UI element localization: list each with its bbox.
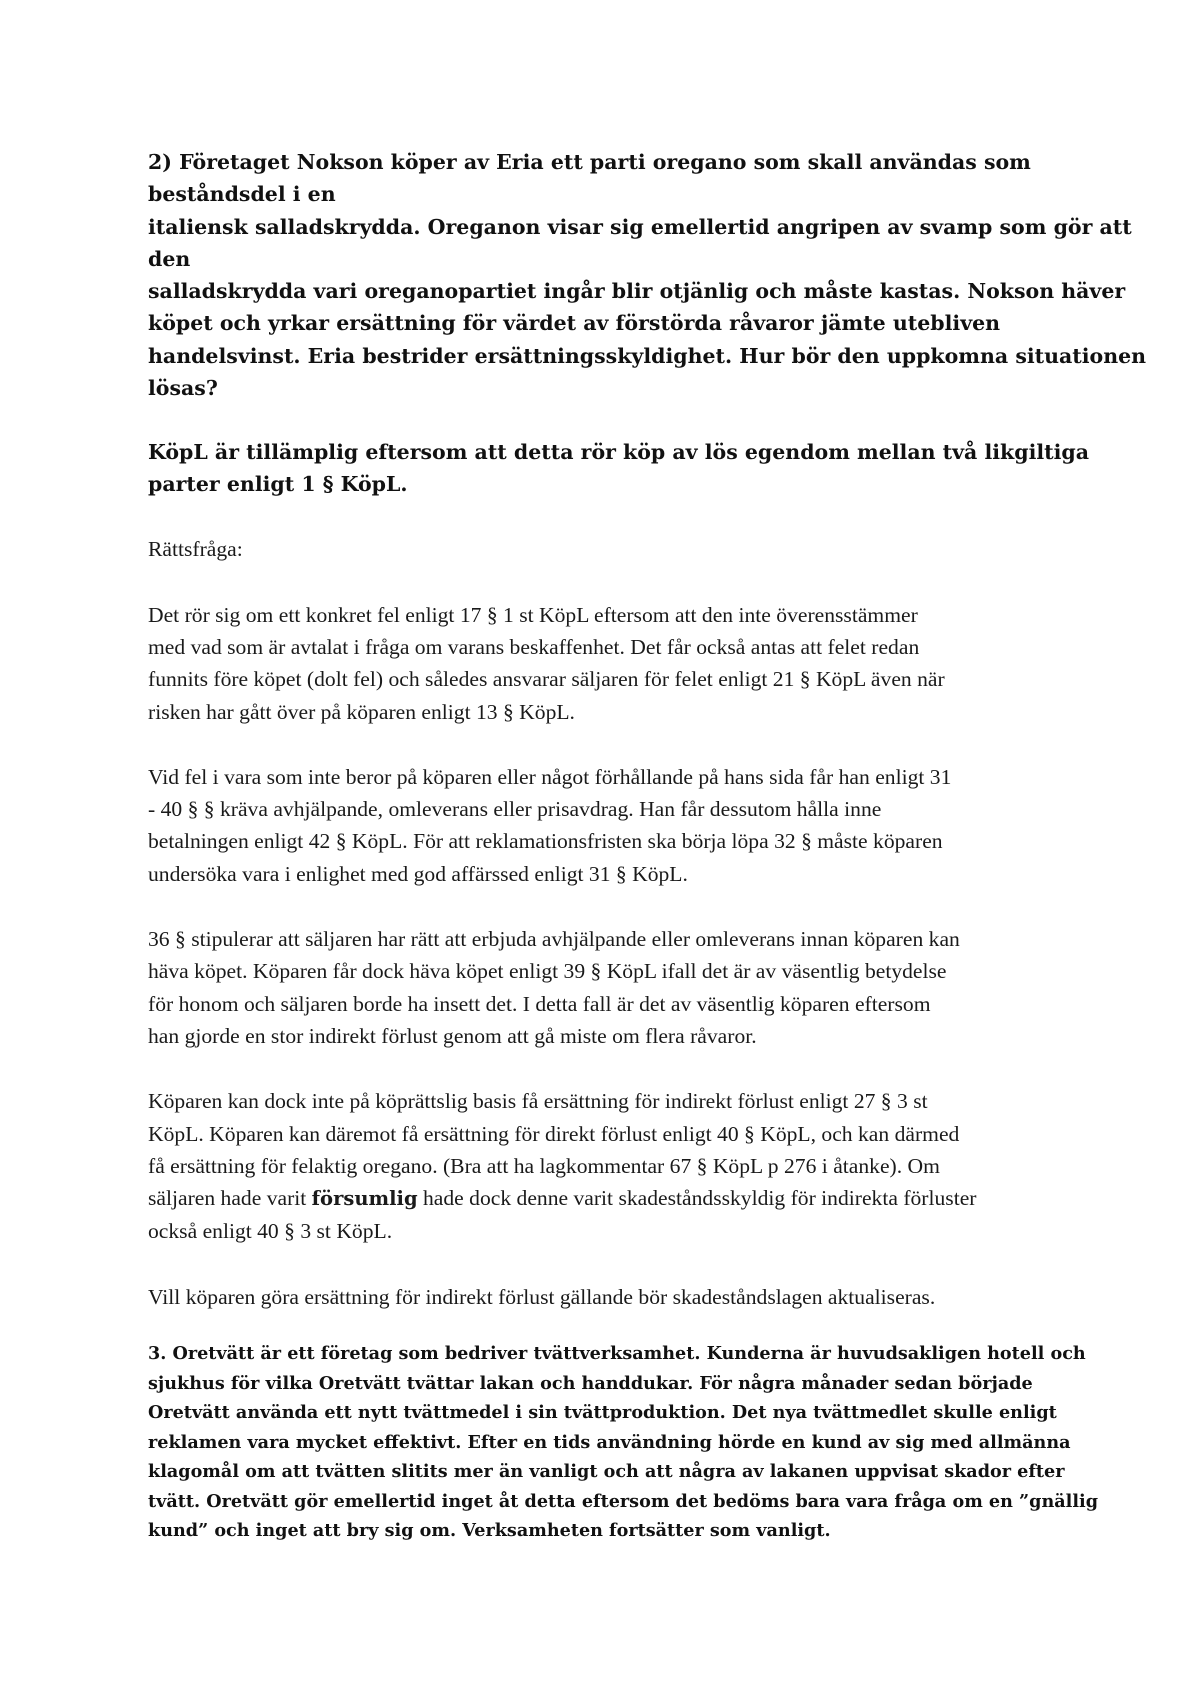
question-2 [148, 146, 1147, 404]
question-3-line: reklamen vara mycket effektivt. Efter en tids användning hörde en kund av sig med allmänna [148, 1431, 1071, 1453]
paragraph-line: Köparen kan dock inte på köprättslig basis få ersättning för indirekt förlust enligt 27 § 3 st [148, 1089, 928, 1114]
paragraph-conclusion [148, 1281, 1068, 1313]
question-3-line: kund” och inget att bry sig om. Verksamheten fortsätter som vanligt. [148, 1520, 831, 1542]
applicability-line: KöpL är tillämplig eftersom att detta rör köp av lös egendom mellan två likgiltiga [148, 440, 1090, 465]
question-3-line: tvätt. Oretvätt gör emellertid inget åt detta eftersom det bedöms bara vara fråga om en ”gnällig [148, 1490, 1099, 1512]
emphasized-word: försumlig [311, 1187, 418, 1211]
paragraph-line: Vill köparen göra ersättning för indirekt förlust gällande bör skadeståndslagen aktualiseras. [148, 1284, 936, 1309]
paragraph-line: undersöka vara i enlighet med god affärssed enligt 31 § KöpL. [148, 861, 688, 886]
legal-question-label [148, 533, 1068, 565]
paragraph-remedies [148, 761, 1068, 890]
paragraph-line: risken har gått över på köparen enligt 13 § KöpL. [148, 699, 575, 724]
paragraph-line: med vad som är avtalat i fråga om varans beskaffenhet. Det får också antas att felet redan [148, 634, 920, 659]
document-page [148, 146, 1147, 1546]
question-2-line: italiensk salladskrydda. Oreganon visar sig emellertid angripen av svamp som gör att [148, 214, 1132, 239]
paragraph-line: funnits före köpet (dolt fel) och således ansvarar säljaren för felet enligt 21 § KöpL även när [148, 667, 945, 692]
applicability-statement [148, 436, 1090, 500]
question-3-line: klagomål om att tvätten slitits mer än vanligt och att några av lakanen uppvisat skador efter [148, 1461, 1065, 1483]
paragraph-line: för honom och säljaren borde ha insett det. I detta fall är det av väsentlig köparen eftersom [148, 991, 931, 1016]
paragraph-line: betalningen enligt 42 § KöpL. För att reklamationsfristen ska börja löpa 32 § måste köparen [148, 829, 943, 854]
paragraph-rescission [148, 923, 1068, 1052]
question-2-line: handelsvinst. Eria bestrider ersättningsskyldighet. Hur bör den uppkomna situationen [148, 343, 1147, 368]
applicability-line: parter enligt 1 § KöpL. [148, 472, 408, 497]
question-3-line: 3. Oretvätt är ett företag som bedriver tvättverksamhet. Kunderna är huvudsakligen hotell och [148, 1343, 1086, 1365]
question-3 [148, 1339, 1099, 1546]
paragraph-line: - 40 § § kräva avhjälpande, omleverans eller prisavdrag. Han får dessutom hålla inne [148, 797, 882, 822]
paragraph-line: han gjorde en stor indirekt förlust genom att gå miste om flera råvaror. [148, 1023, 757, 1048]
question-2-line: 2) Företaget Nokson köper av Eria ett parti oregano som skall användas som [148, 150, 1031, 174]
paragraph-text: säljaren hade varit [148, 1186, 312, 1211]
question-3-line: Oretvätt använda ett nytt tvättmedel i sin tvättproduktion. Det nya tvättmedlet skulle enligt [148, 1402, 1057, 1424]
question-2-line: salladskrydda vari oreganopartiet ingår blir otjänlig och måste kastas. Nokson häver [148, 279, 1126, 304]
question-2-line: den [148, 246, 191, 271]
paragraph-line: få ersättning för felaktig oregano. (Bra att ha lagkommentar 67 § KöpL p 276 i åtanke). Om [148, 1153, 940, 1178]
paragraph-line: också enligt 40 § 3 st KöpL. [148, 1219, 393, 1244]
question-2-line: lösas? [148, 376, 218, 401]
paragraph-text: hade dock denne varit skadeståndsskyldig för indirekta förluster [417, 1186, 977, 1211]
paragraph-line [148, 1182, 1068, 1215]
paragraph-line: KöpL. Köparen kan däremot få ersättning för direkt förlust enligt 40 § KöpL, och kan därmed [148, 1121, 960, 1146]
paragraph-line: 36 § stipulerar att säljaren har rätt att erbjuda avhjälpande eller omleverans innan köparen kan [148, 927, 960, 952]
paragraph-line: häva köpet. Köparen får dock häva köpet enligt 39 § KöpL ifall det är av väsentlig betydelse [148, 959, 947, 984]
question-2-line: köpet och yrkar ersättning för värdet av förstörda råvaror jämte utebliven [148, 311, 1001, 336]
legal-question-text: Rättsfråga: [148, 537, 243, 562]
paragraph-defect [148, 599, 1068, 728]
paragraph-line: Det rör sig om ett konkret fel enligt 17 § 1 st KöpL eftersom att den inte överensstämmer [148, 602, 918, 627]
question-2-line: beståndsdel i en [148, 182, 336, 207]
paragraph-damages [148, 1085, 1068, 1247]
paragraph-line: Vid fel i vara som inte beror på köparen eller något förhållande på hans sida får han enligt 31 [148, 764, 952, 789]
question-3-line: sjukhus för vilka Oretvätt tvättar lakan och handdukar. För några månader sedan började [148, 1372, 1033, 1394]
